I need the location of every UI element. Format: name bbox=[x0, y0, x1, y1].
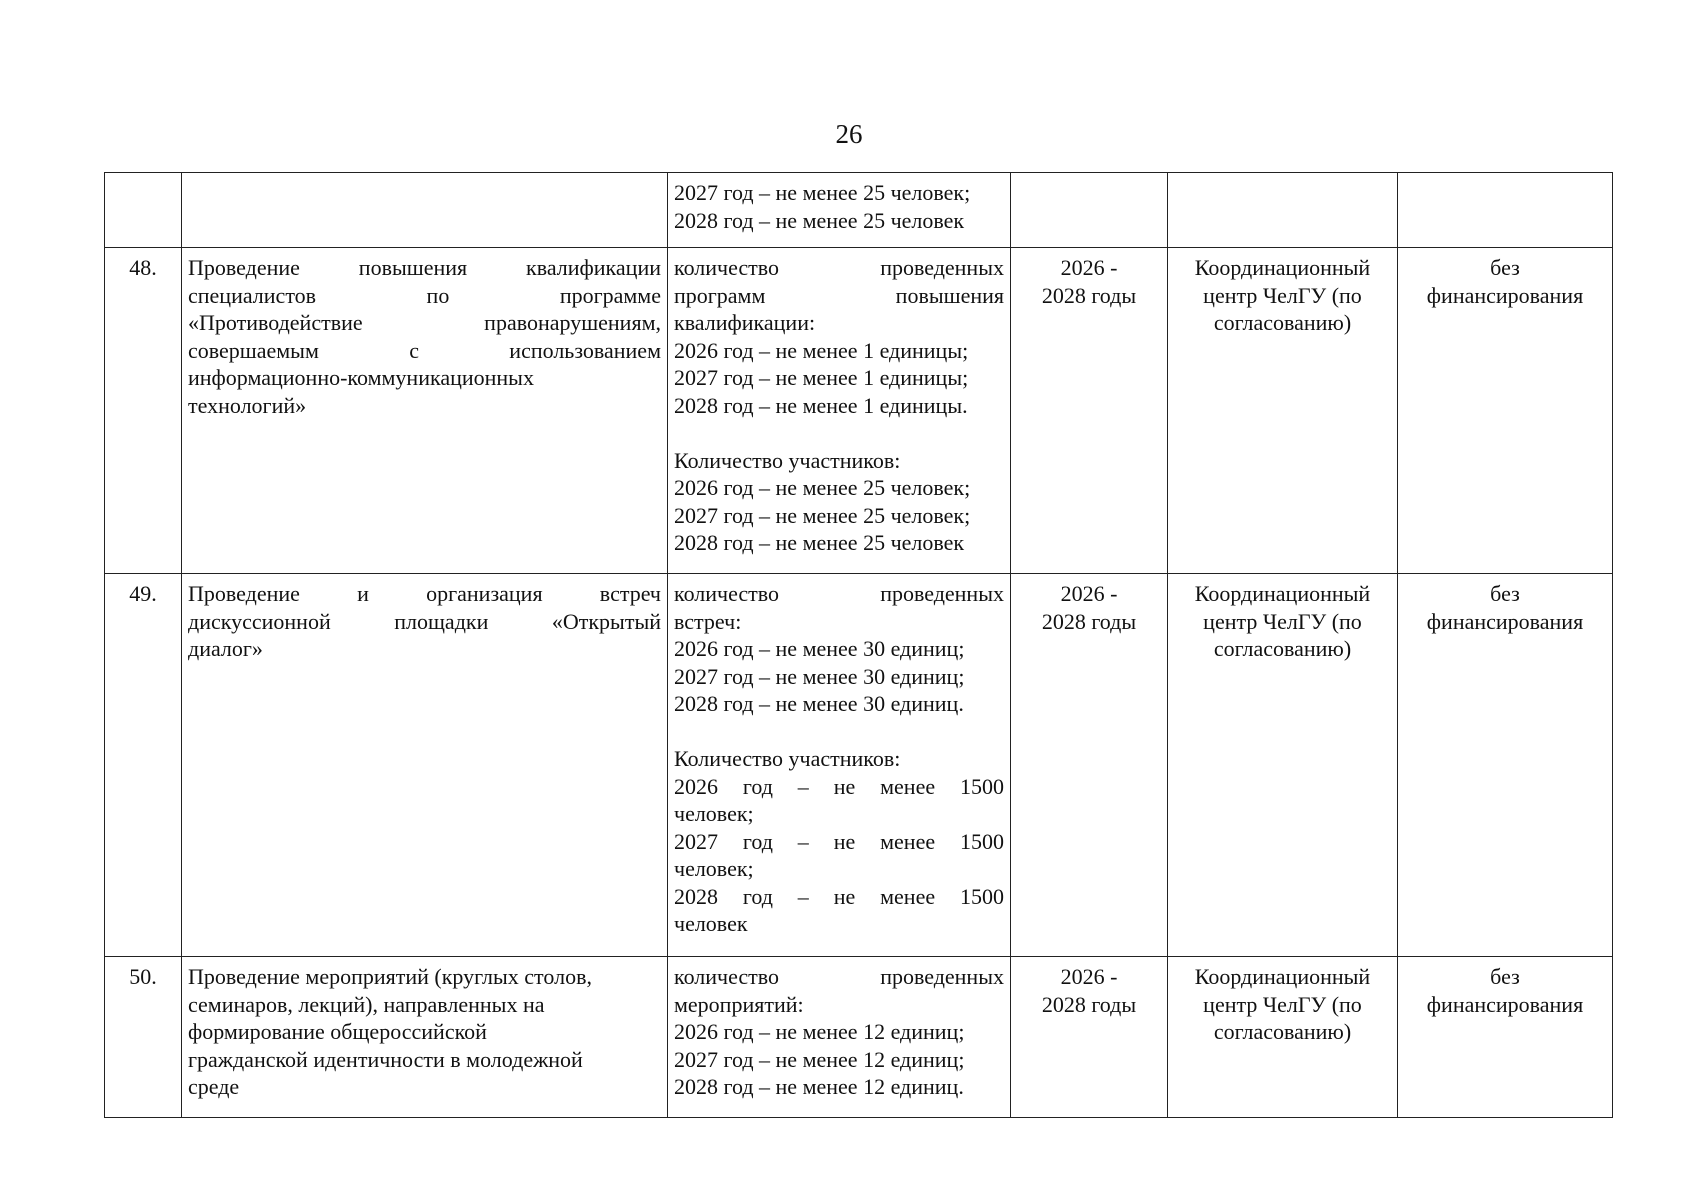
executor-line: Координационный bbox=[1194, 255, 1371, 280]
indicator-line: мероприятий: bbox=[674, 991, 804, 1017]
term-line: 2028 годы bbox=[1041, 282, 1137, 308]
measure-name-line: формирование общероссийской bbox=[188, 1019, 487, 1044]
measures-table bbox=[104, 172, 1613, 1118]
indicator-spacer bbox=[674, 419, 1004, 447]
cell-financing bbox=[1398, 957, 1613, 1118]
indicator-line: человек; bbox=[674, 801, 754, 826]
cell-indicator bbox=[668, 574, 1011, 957]
cell-term bbox=[1011, 248, 1168, 574]
indicator-line: квалификации: bbox=[674, 310, 816, 335]
indicator-line: 2028 год – не менее 25 человек bbox=[674, 530, 965, 555]
indicator-line: количество проведенных bbox=[674, 581, 1004, 606]
row-number: 48. bbox=[105, 248, 182, 574]
measure-name-line: информационно-коммуникационных bbox=[188, 365, 534, 390]
table-row bbox=[105, 574, 1613, 957]
executor-line: Координационный bbox=[1194, 964, 1371, 989]
measure-name-line: Проведение мероприятий (круглых столов, bbox=[188, 964, 592, 989]
measure-name-line: среде bbox=[188, 1074, 240, 1099]
cell-indicator bbox=[668, 248, 1011, 574]
cell-financing bbox=[1398, 173, 1613, 248]
indicator-line: 2027 год – не менее 1500 bbox=[674, 828, 1004, 854]
indicator-spacer bbox=[674, 718, 1004, 746]
indicator-line: 2027 год – не менее 1 единицы; bbox=[674, 365, 969, 390]
row-number: 49. bbox=[105, 574, 182, 957]
financing-line: без bbox=[1490, 581, 1520, 606]
measure-name-line: семинаров, лекций), направленных на bbox=[188, 991, 545, 1017]
indicator-line: 2028 год – не менее 1 единицы. bbox=[674, 392, 968, 418]
financing-line: финансирования bbox=[1426, 282, 1584, 308]
term-line: 2028 годы bbox=[1041, 608, 1137, 634]
financing-line: без bbox=[1490, 255, 1520, 280]
indicator-line: 2027 год – не менее 12 единиц; bbox=[674, 1046, 965, 1072]
indicator-line: 2026 год – не менее 1 единицы; bbox=[674, 337, 969, 363]
indicator-line: количество проведенных bbox=[674, 255, 1004, 280]
term-line: 2026 - bbox=[1060, 964, 1118, 989]
measure-name-line: «Противодействие правонарушениям, bbox=[188, 310, 661, 335]
term-line: 2028 годы bbox=[1041, 991, 1137, 1017]
executor-line: согласованию) bbox=[1213, 636, 1352, 661]
executor-line: согласованию) bbox=[1213, 310, 1352, 335]
measure-name-line: специалистов по программе bbox=[188, 282, 661, 308]
cell-term bbox=[1011, 173, 1168, 248]
indicator-line: 2027 год – не менее 25 человек; bbox=[674, 180, 971, 205]
cell-financing bbox=[1398, 574, 1613, 957]
indicator-line: 2028 год – не менее 30 единиц. bbox=[674, 691, 964, 716]
indicator-line: 2028 год – не менее 12 единиц. bbox=[674, 1074, 964, 1099]
cell-term bbox=[1011, 957, 1168, 1118]
executor-line: центр ЧелГУ (по bbox=[1203, 608, 1362, 634]
indicator-line: человек; bbox=[674, 856, 754, 881]
indicator-line: количество проведенных bbox=[674, 964, 1004, 989]
indicator-line: 2026 год – не менее 30 единиц; bbox=[674, 636, 965, 661]
indicator-line: 2027 год – не менее 25 человек; bbox=[674, 502, 971, 528]
indicator-line: 2026 год – не менее 12 единиц; bbox=[674, 1019, 965, 1044]
cell-measure-name bbox=[182, 248, 668, 574]
cell-executor bbox=[1168, 173, 1398, 248]
executor-line: Координационный bbox=[1194, 581, 1371, 606]
indicator-line: человек bbox=[674, 911, 748, 936]
cell-executor bbox=[1168, 248, 1398, 574]
cell-indicator bbox=[668, 957, 1011, 1118]
table-row bbox=[105, 957, 1613, 1118]
table-row-continuation bbox=[105, 173, 1613, 248]
cell-executor bbox=[1168, 574, 1398, 957]
indicator-line: 2026 год – не менее 25 человек; bbox=[674, 475, 971, 500]
measure-name-line: технологий» bbox=[188, 392, 307, 418]
measure-name-line: гражданской идентичности в молодежной bbox=[188, 1046, 583, 1072]
indicator-line: 2028 год – не менее 25 человек bbox=[674, 207, 965, 233]
measure-name-line: дискуссионной площадки «Открытый bbox=[188, 608, 661, 634]
executor-line: центр ЧелГУ (по bbox=[1203, 282, 1362, 308]
cell-executor bbox=[1168, 957, 1398, 1118]
table-row bbox=[105, 248, 1613, 574]
indicator-line: Количество участников: bbox=[674, 447, 901, 473]
term-line: 2026 - bbox=[1060, 255, 1118, 280]
indicator-line: 2028 год – не менее 1500 bbox=[674, 883, 1004, 909]
executor-line: согласованию) bbox=[1213, 1019, 1352, 1044]
row-number: 50. bbox=[105, 957, 182, 1118]
cell-number bbox=[105, 173, 182, 248]
cell-measure-name bbox=[182, 574, 668, 957]
financing-line: без bbox=[1490, 964, 1520, 989]
term-line: 2026 - bbox=[1060, 581, 1118, 606]
measure-name-line: диалог» bbox=[188, 636, 263, 661]
cell-indicator bbox=[668, 173, 1011, 248]
indicator-line: 2026 год – не менее 1500 bbox=[674, 773, 1004, 799]
indicator-line: Количество участников: bbox=[674, 746, 901, 771]
executor-line: центр ЧелГУ (по bbox=[1203, 991, 1362, 1017]
financing-line: финансирования bbox=[1426, 608, 1584, 634]
indicator-line: встреч: bbox=[674, 608, 742, 634]
indicator-line: 2027 год – не менее 30 единиц; bbox=[674, 663, 965, 689]
financing-line: финансирования bbox=[1426, 991, 1584, 1017]
page-number: 26 bbox=[835, 119, 863, 149]
cell-measure-name bbox=[182, 957, 668, 1118]
cell-financing bbox=[1398, 248, 1613, 574]
cell-term bbox=[1011, 574, 1168, 957]
measure-name-line: совершаемым с использованием bbox=[188, 337, 661, 363]
measure-name-line: Проведение и организация встреч bbox=[188, 581, 661, 606]
measure-name-line: Проведение повышения квалификации bbox=[188, 255, 661, 280]
indicator-line: программ повышения bbox=[674, 282, 1004, 308]
cell-measure-name bbox=[182, 173, 668, 248]
